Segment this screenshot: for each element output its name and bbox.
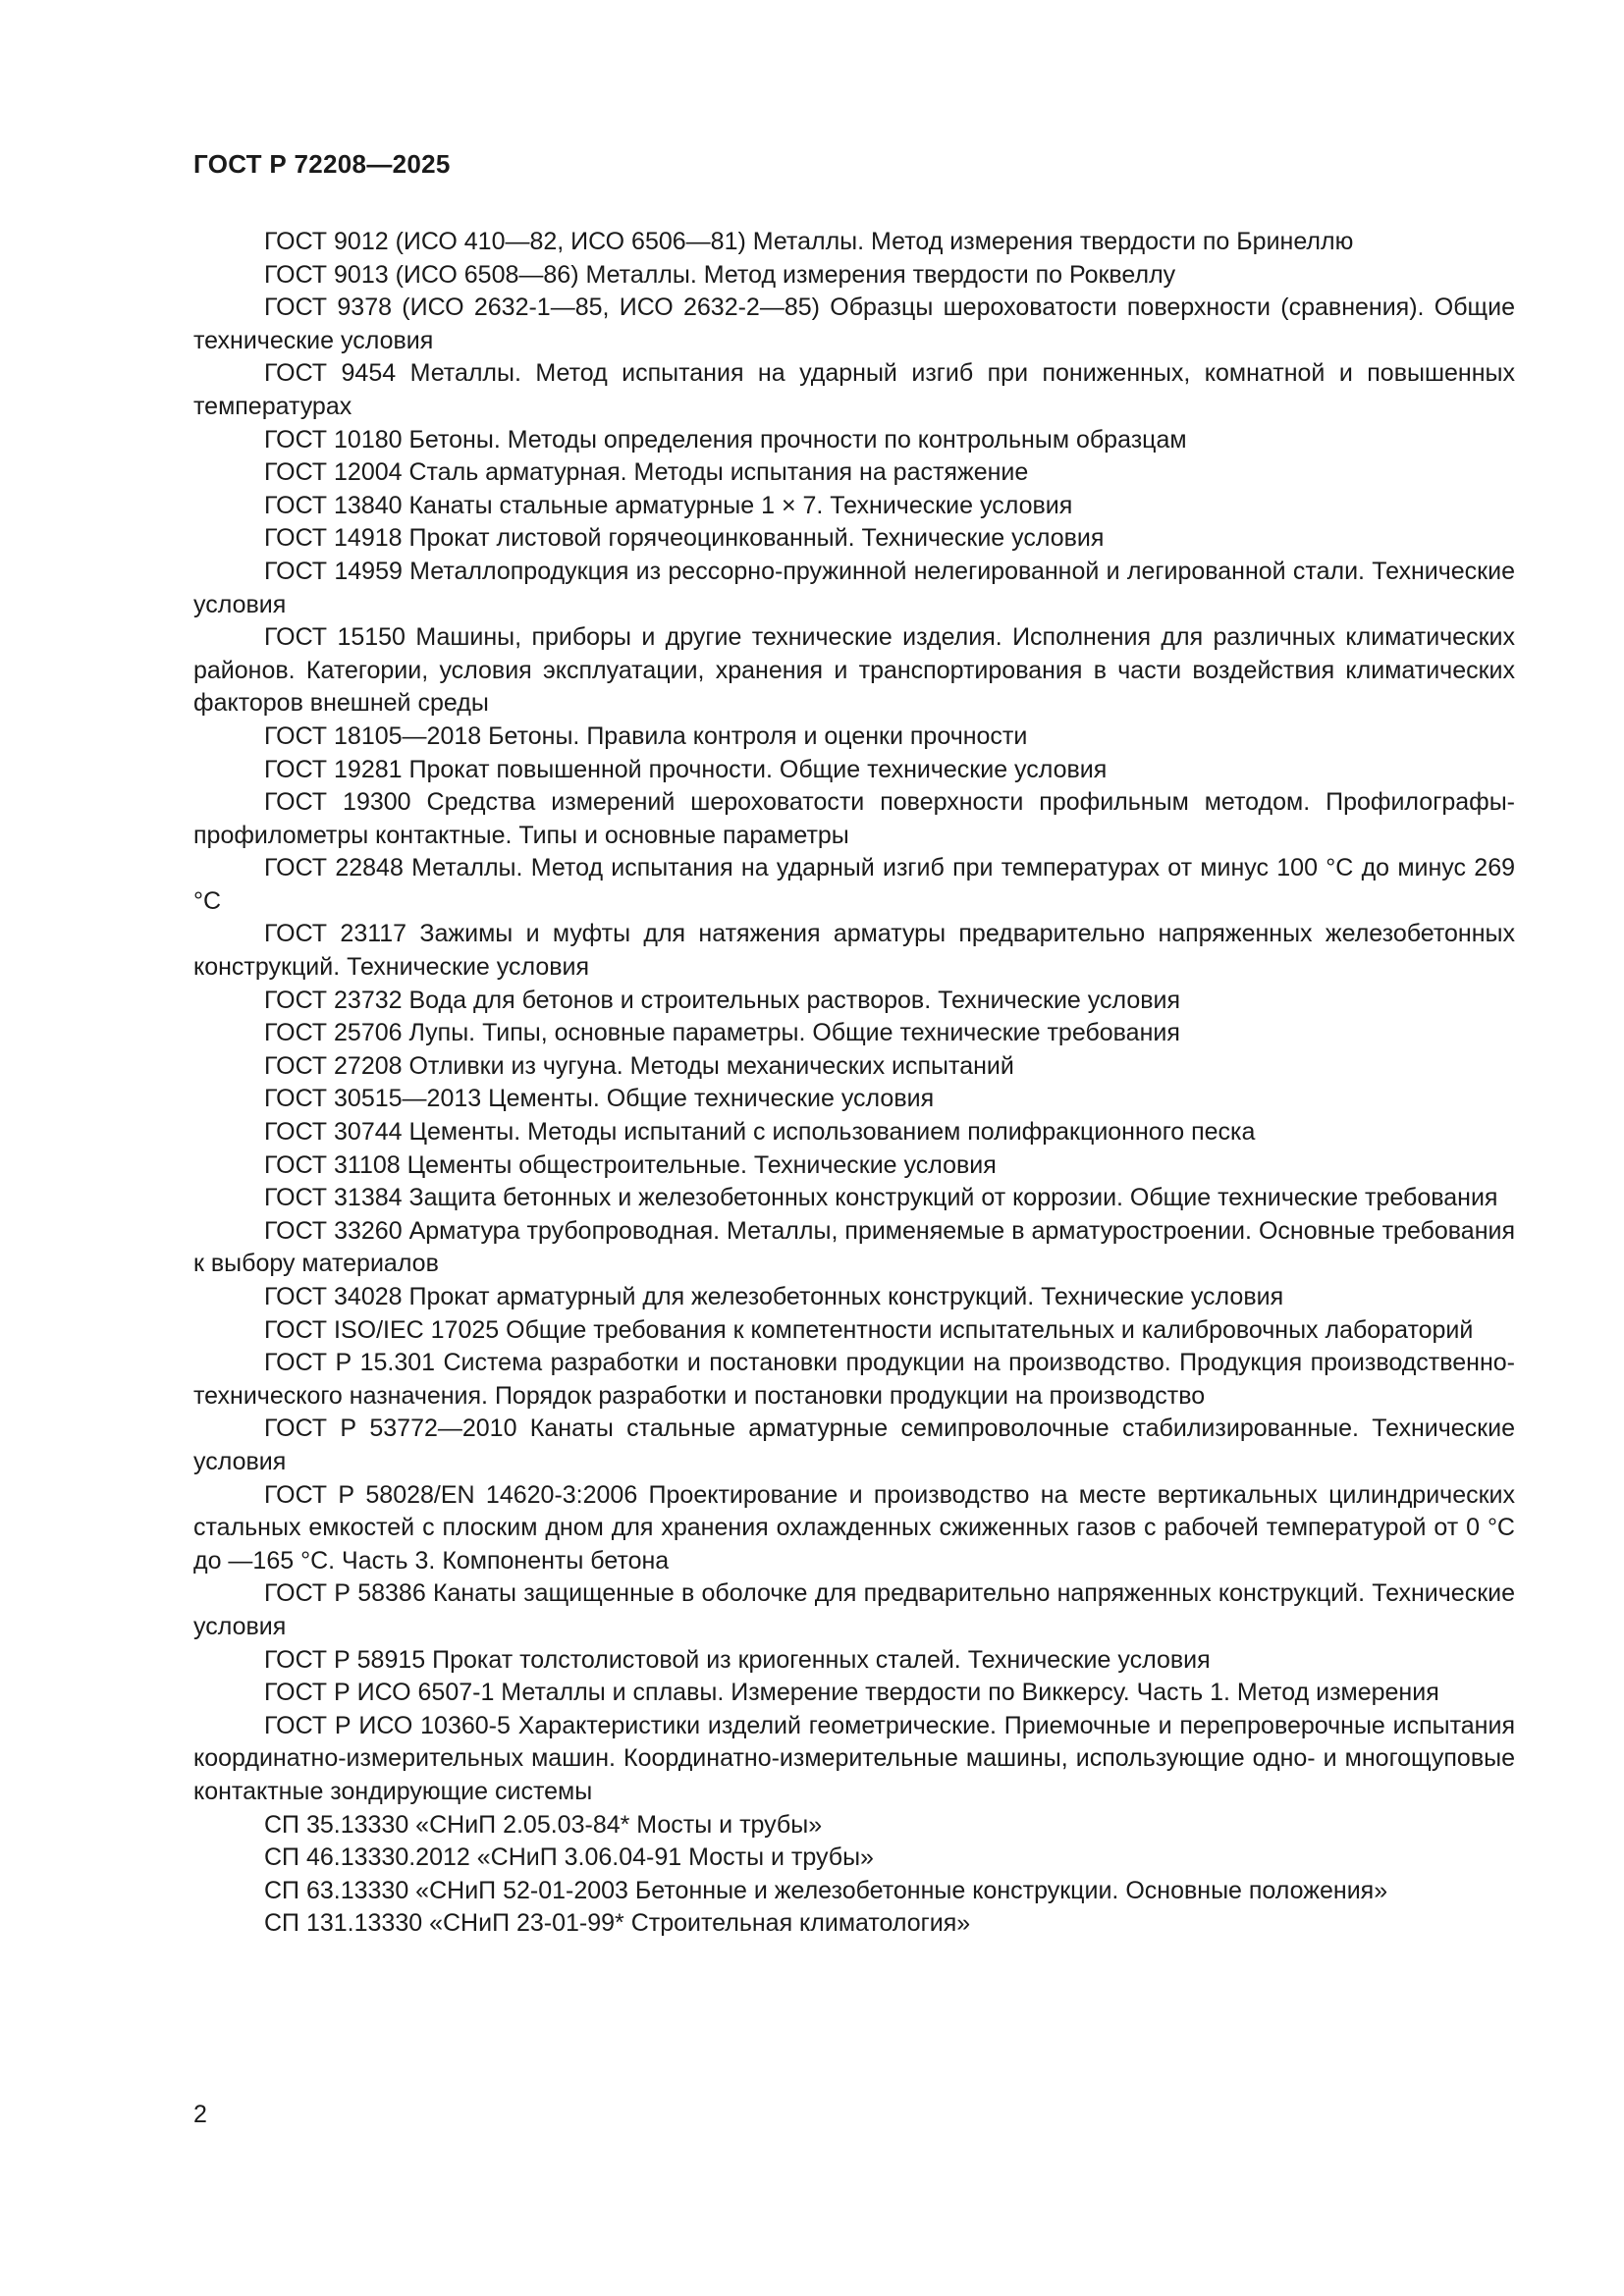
reference-item: ГОСТ 18105—2018 Бетоны. Правила контроля и оценки прочности [264,721,1028,750]
reference-item: ГОСТ 30744 Цементы. Методы испытаний с использованием полифракционного песка [264,1118,1256,1147]
reference-item: ГОСТ 30515—2013 Цементы. Общие технические условия [264,1085,935,1113]
reference-item: ГОСТ 12004 Сталь арматурная. Методы испытания на растяжение [264,458,1029,487]
reference-item: ГОСТ Р ИСО 6507-1 Металлы и сплавы. Измерение твердости по Виккерсу. Часть 1. Метод измерения [264,1679,1439,1707]
reference-item: ГОСТ Р 58915 Прокат толстолистовой из криогенных сталей. Технические условия [264,1645,1211,1674]
reference-item: ГОСТ 31108 Цементы общестроительные. Технические условия [264,1150,997,1179]
reference-item: ГОСТ 14918 Прокат листовой горячеоцинкованный. Технические условия [264,524,1105,553]
reference-item: ГОСТ 13840 Канаты стальные арматурные 1 × 7. Технические условия [264,491,1073,519]
reference-item: ГОСТ 22848 Металлы. Метод испытания на ударный изгиб при температурах от минус 100 °С до минус 269 °С [193,854,1515,915]
reference-item: ГОСТ 33260 Арматура трубопроводная. Металлы, применяемые в арматуростроении. Основные требования к выбору материалов [193,1216,1515,1278]
page-number: 2 [193,2101,207,2128]
reference-item: ГОСТ 23117 Зажимы и муфты для натяжения арматуры предварительно напряженных железобетонных конструкций. Технические условия [193,920,1515,982]
reference-item: ГОСТ 25706 Лупы. Типы, основные параметры. Общие технические требования [264,1019,1180,1047]
reference-item: ГОСТ 14959 Металлопродукция из рессорно-пружинной нелегированной и легированной стали. Технические условия [193,557,1515,618]
reference-item: СП 131.13330 «СНиП 23-01-99* Строительная климатология» [264,1909,971,1938]
reference-item: ГОСТ 9013 (ИСО 6508—86) Металлы. Метод измерения твердости по Роквеллу [264,260,1176,289]
reference-item: ГОСТ 27208 Отливки из чугуна. Методы механических испытаний [264,1051,1014,1080]
reference-item: ГОСТ 10180 Бетоны. Методы определения прочности по контрольным образцам [264,425,1187,454]
reference-item: ГОСТ Р 53772—2010 Канаты стальные арматурные семипроволочные стабилизированные. Технические условия [193,1415,1515,1475]
reference-item: ГОСТ 23732 Вода для бетонов и строительных растворов. Технические условия [264,986,1181,1014]
references-list [193,226,1515,1941]
reference-item: ГОСТ 31384 Защита бетонных и железобетонных конструкций от коррозии. Общие технические требования [264,1184,1498,1212]
reference-item: ГОСТ 34028 Прокат арматурный для железобетонных конструкций. Технические условия [264,1283,1284,1310]
reference-item: ГОСТ Р ИСО 10360-5 Характеристики изделий геометрические. Приемочные и перепроверочные испытания координатно-измерительных машин. Координатно-измерительные машины, использующие одно- и многощуповые контактные зондирующие системы [193,1711,1515,1805]
reference-item: ГОСТ Р 58028/EN 14620-3:2006 Проектирование и производство на месте вертикальных цилиндрических стальных емкостей с плоским дном для хранения охлажденных сжиженных газов с рабочей температурой от 0 °С до —165 °С. Часть 3. Компоненты бетона [193,1480,1515,1575]
reference-item: ГОСТ Р 58386 Канаты защищенные в оболочке для предварительно напряженных конструкций. Технические условия [193,1579,1515,1640]
reference-item: ГОСТ 9378 (ИСО 2632-1—85, ИСО 2632-2—85) Образцы шероховатости поверхности (сравнения). Общие технические условия [193,294,1515,354]
reference-item: СП 35.13330 «СНиП 2.05.03-84* Мосты и трубы» [264,1810,823,1839]
document-header: ГОСТ Р 72208—2025 [193,149,451,179]
reference-item: СП 63.13330 «СНиП 52-01-2003 Бетонные и железобетонные конструкции. Основные положения» [264,1876,1388,1904]
reference-item: СП 46.13330.2012 «СНиП 3.06.04-91 Мосты и трубы» [264,1843,874,1872]
reference-item: ГОСТ ISO/IEC 17025 Общие требования к компетентности испытательных и калибровочных лабораторий [264,1315,1474,1344]
reference-item: ГОСТ 19281 Прокат повышенной прочности. Общие технические условия [264,755,1108,783]
reference-item: ГОСТ 15150 Машины, приборы и другие технические изделия. Исполнения для различных климатических районов. Категории, условия эксплуатации, хранения и транспортирования в части воздействия климатических факторов внешней среды [193,623,1515,718]
reference-item: ГОСТ 19300 Средства измерений шероховатости поверхности профильным методом. Профилографы-профилометры контактные. Типы и основные параметры [193,788,1515,849]
reference-item: ГОСТ 9454 Металлы. Метод испытания на ударный изгиб при пониженных, комнатной и повышенных температурах [193,359,1515,420]
reference-item: ГОСТ Р 15.301 Система разработки и постановки продукции на производство. Продукция производственно-технического назначения. Порядок разработки и постановки продукции на производство [193,1349,1515,1410]
reference-item: ГОСТ 9012 (ИСО 410—82, ИСО 6506—81) Металлы. Метод измерения твердости по Бринеллю [264,228,1354,255]
